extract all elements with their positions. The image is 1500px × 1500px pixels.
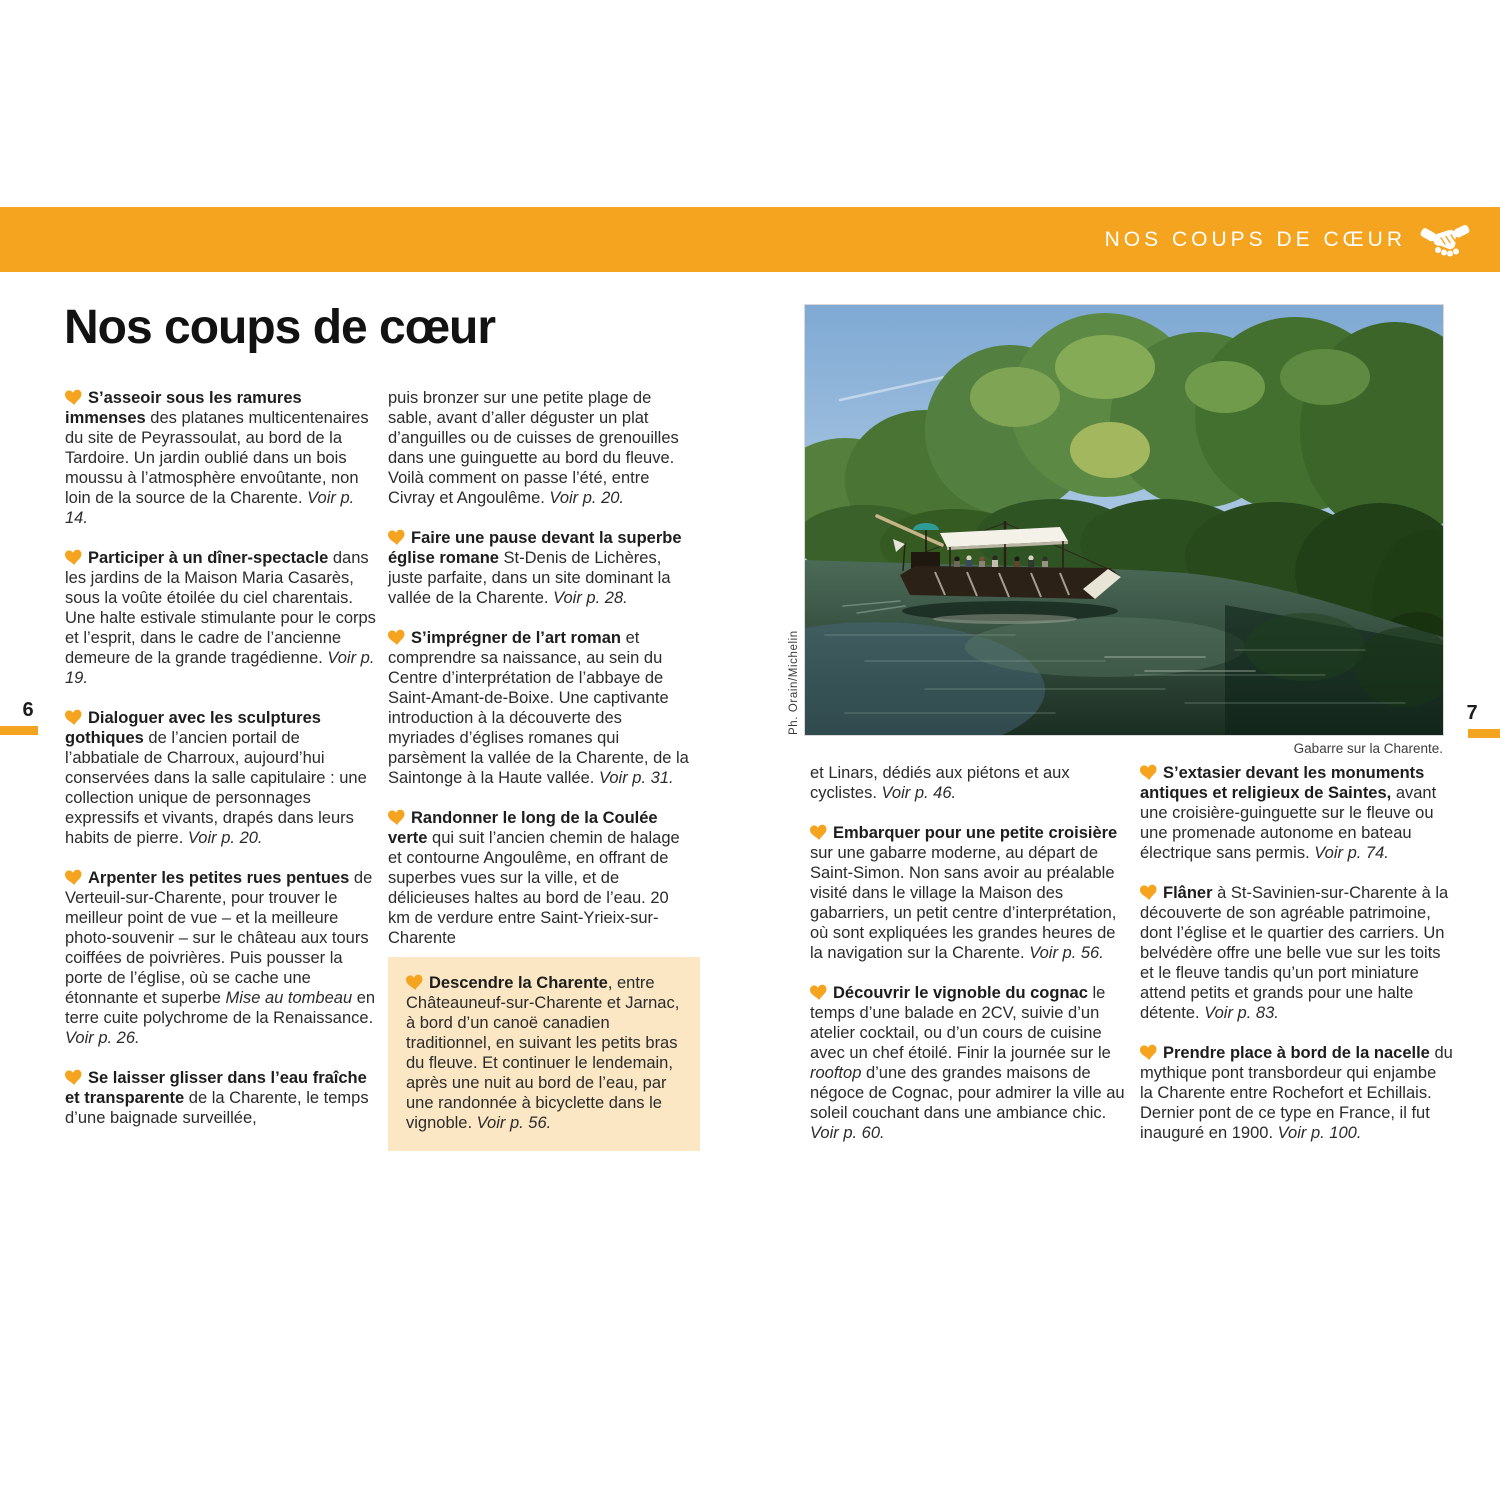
heart-icon bbox=[1140, 763, 1157, 783]
paragraph bbox=[388, 628, 693, 788]
heart-icon bbox=[810, 983, 827, 1003]
header-title: NOS COUPS DE CŒUR bbox=[1104, 227, 1406, 251]
paragraph bbox=[810, 983, 1125, 1143]
paragraph-text: et Linars, dédiés aux piétons et aux cyclistes. bbox=[810, 764, 1070, 802]
header-right-group bbox=[1105, 207, 1470, 272]
paragraph-lead: S’imprégner de l’art roman bbox=[411, 629, 621, 647]
paragraph bbox=[1140, 1043, 1453, 1143]
header-bar bbox=[0, 207, 1500, 272]
paragraph bbox=[65, 388, 377, 528]
paragraph-lead: Prendre place à bord de la nacelle bbox=[1163, 1044, 1430, 1062]
photo-caption: Gabarre sur la Charente. bbox=[1293, 741, 1443, 756]
right-page-column-1 bbox=[810, 763, 1125, 1143]
heart-icon bbox=[65, 1068, 82, 1088]
paragraph-text: dans les jardins de la Maison Maria Casarès, sous la voûte étoilée du ciel charentais. Une halte estivale stimulante pour le corps et l’esprit, dans le cadre de l’ancienne demeure de la grande tragédienne. bbox=[65, 549, 376, 667]
paragraph-text: et comprendre sa naissance, au sein du Centre d’interprétation de l’abbaye de Saint-Amant-de-Boixe. Une captivante introduction à la découverte des myriades d’églises romanes qui parsèment la vallée de la Charente, de la Saintonge à la Haute vallée. bbox=[388, 629, 689, 787]
paragraph-lead: Flâner bbox=[1163, 884, 1213, 902]
heart-icon bbox=[1140, 1043, 1157, 1063]
page-number-bar-left bbox=[0, 726, 38, 735]
right-page-column-2 bbox=[1140, 763, 1453, 1143]
paragraph-lead: Se laisser glisser dans l’eau fraîche et transparente bbox=[65, 1069, 367, 1107]
paragraph-lead: S’asseoir sous les ramures immenses bbox=[65, 389, 302, 427]
heart-icon bbox=[388, 808, 405, 828]
paragraph bbox=[388, 808, 693, 948]
paragraph-text: avant une croisière-guinguette sur le fleuve ou une promenade autonome en bateau électrique sans permis. bbox=[1140, 784, 1437, 862]
paragraph-italic: Voir p. 74. bbox=[1314, 844, 1389, 862]
paragraph-italic: Voir p. 60. bbox=[810, 1124, 885, 1142]
paragraph-lead: Découvrir le vignoble du cognac bbox=[833, 984, 1088, 1002]
paragraph-italic: Voir p. 19. bbox=[65, 649, 375, 687]
paragraph bbox=[65, 868, 377, 1048]
page-number-bar-right bbox=[1468, 729, 1500, 738]
paragraph-text: le temps d’une balade en 2CV, suivie d’un atelier cocktail, ou d’un cours de cuisine avec un chef étoilé. Finir la journée sur le bbox=[810, 984, 1111, 1062]
paragraph-text: en terre cuite polychrome de la Renaissance. bbox=[65, 989, 376, 1027]
paragraph bbox=[810, 823, 1125, 963]
paragraph-italic: Voir p. 20. bbox=[187, 829, 263, 847]
left-page-column-1 bbox=[65, 388, 377, 1128]
paragraph bbox=[65, 708, 377, 848]
paragraph-italic: Voir p. 28. bbox=[553, 589, 628, 607]
highlight-box bbox=[388, 957, 700, 1151]
paragraph-text: , entre Châteauneuf-sur-Charente et Jarnac, à bord d’un canoë canadien traditionnel, en suivant les petits bras du fleuve. Et continuer le lendemain, après une nuit au bord de l’eau, par une randonnée à bicyclette dans le vignoble. bbox=[406, 974, 680, 1132]
page-number-right: 7 bbox=[1466, 702, 1478, 724]
paragraph-italic: Voir p. 56. bbox=[1029, 944, 1104, 962]
paragraph-italic: Voir p. 26. bbox=[65, 1029, 140, 1047]
paragraph-text: du mythique pont transbordeur qui enjambe la Charente entre Rochefort et Echillais. Dernier pont de ce type en France, il fut inauguré en 1900. bbox=[1140, 1044, 1453, 1142]
paragraph bbox=[65, 1068, 377, 1128]
river-photo bbox=[805, 305, 1443, 735]
paragraph-text: de Verteuil-sur-Charente, pour trouver le meilleur point de vue – et la meilleure photo-souvenir – sur le château aux tours coiffées de poivrières. Puis pousser la porte de l’église, où se cache une étonnante et superbe bbox=[65, 869, 373, 1007]
paragraph-lead: Descendre la Charente bbox=[429, 974, 608, 992]
paragraph bbox=[65, 548, 377, 688]
paragraph-text: des platanes multicentenaires du site de Peyrassoulat, au bord de la Tardoire. Un jardin oublié dans un bois moussu à l’atmosphère envoûtante, non loin de la source de la Charente. bbox=[65, 409, 369, 507]
paragraph-lead: Arpenter les petites rues pentues bbox=[88, 869, 350, 887]
paragraph-lead: S’extasier devant les monuments antiques et religieux de Saintes, bbox=[1140, 764, 1425, 802]
paragraph-text: sur une gabarre moderne, au départ de Saint-Simon. Non sans avoir au préalable visité dans le village la Maison des gabarriers, un petit centre d’interprétation, où sont expliquées les grandes heures de la navigation sur la Charente. bbox=[810, 844, 1117, 962]
paragraph-text: St-Denis de Lichères, juste parfaite, dans un site dominant la vallée de la Charente. bbox=[388, 549, 671, 607]
paragraph-italic: Voir p. 46. bbox=[881, 784, 957, 802]
paragraph-italic: Voir p. 83. bbox=[1204, 1004, 1279, 1022]
heart-icon bbox=[810, 823, 827, 843]
paragraph-italic: rooftop bbox=[810, 1064, 862, 1082]
heart-icon bbox=[65, 548, 82, 568]
paragraph-text: à St-Savinien-sur-Charente à la découverte de son agréable patrimoine, dont l’église et le quartier des carriers. Un belvédère offre une belle vue sur les toits et le fleuve tandis qu’un port miniature attend petits et grands pour une halte détente. bbox=[1140, 884, 1449, 1022]
paragraph-text: de l’ancien portail de l’abbatiale de Charroux, aujourd’hui conservées dans la salle capitulaire : une collection unique de personnages expressifs et vivants, drapés dans leurs habits de pierre. bbox=[65, 729, 367, 847]
heart-icon bbox=[388, 528, 405, 548]
heart-icon bbox=[388, 628, 405, 648]
page-title: Nos coups de cœur bbox=[64, 301, 496, 354]
paragraph bbox=[388, 388, 693, 508]
paragraph-lead: Dialoguer avec les sculptures gothiques bbox=[65, 709, 321, 747]
heart-icon bbox=[65, 388, 82, 408]
paragraph-lead: Randonner le long de la Coulée verte bbox=[388, 809, 658, 847]
paragraph-italic: Voir p. 20. bbox=[549, 489, 625, 507]
heart-icon bbox=[406, 973, 423, 993]
paragraph-lead: Participer à un dîner-spectacle bbox=[88, 549, 329, 567]
paragraph bbox=[1140, 883, 1453, 1023]
paragraph bbox=[406, 973, 682, 1133]
page-number-left: 6 bbox=[22, 699, 34, 721]
paragraph-text: puis bronzer sur une petite plage de sable, avant d’aller déguster un plat d’anguilles ou de cuisses de grenouilles dans une guinguette au bord du fleuve. Voilà comment on passe l’été, entre Civray et Angoulême. bbox=[388, 389, 679, 507]
heart-icon bbox=[65, 708, 82, 728]
left-page-column-2-items bbox=[388, 388, 693, 948]
heart-icon bbox=[65, 868, 82, 888]
heart-icon bbox=[1140, 883, 1157, 903]
paragraph-italic: Voir p. 31. bbox=[598, 769, 674, 787]
paragraph-italic: Voir p. 100. bbox=[1277, 1124, 1362, 1142]
paragraph bbox=[388, 528, 693, 608]
river-photo-illustration bbox=[805, 305, 1443, 735]
paragraph-italic: Mise au tombeau bbox=[225, 989, 353, 1007]
paragraph-text: d’une des grandes maisons de négoce de Cognac, pour admirer la ville au soleil couchant dans une ambiance chic. bbox=[810, 1064, 1125, 1122]
paragraph-italic: Voir p. 14. bbox=[65, 489, 355, 527]
photo-credit: Ph. Orain/Michelin bbox=[788, 630, 800, 735]
paragraph-text: de la Charente, le temps d’une baignade surveillée, bbox=[65, 1089, 369, 1127]
paragraph-lead: Faire une pause devant la superbe église romane bbox=[388, 529, 682, 567]
paragraph-italic: Voir p. 56. bbox=[476, 1114, 552, 1132]
handshake-icon bbox=[1420, 220, 1470, 260]
paragraph-text: qui suit l’ancien chemin de halage et contourne Angoulême, en offrant de superbes vues sur la ville, et de délicieuses haltes au bord de l’eau. 20 km de verdure entre Saint-Yrieix-sur-Charente bbox=[388, 829, 680, 947]
paragraph bbox=[1140, 763, 1453, 863]
paragraph bbox=[810, 763, 1125, 803]
paragraph-lead: Embarquer pour une petite croisière bbox=[833, 824, 1118, 842]
left-page-column-2 bbox=[388, 388, 693, 1151]
